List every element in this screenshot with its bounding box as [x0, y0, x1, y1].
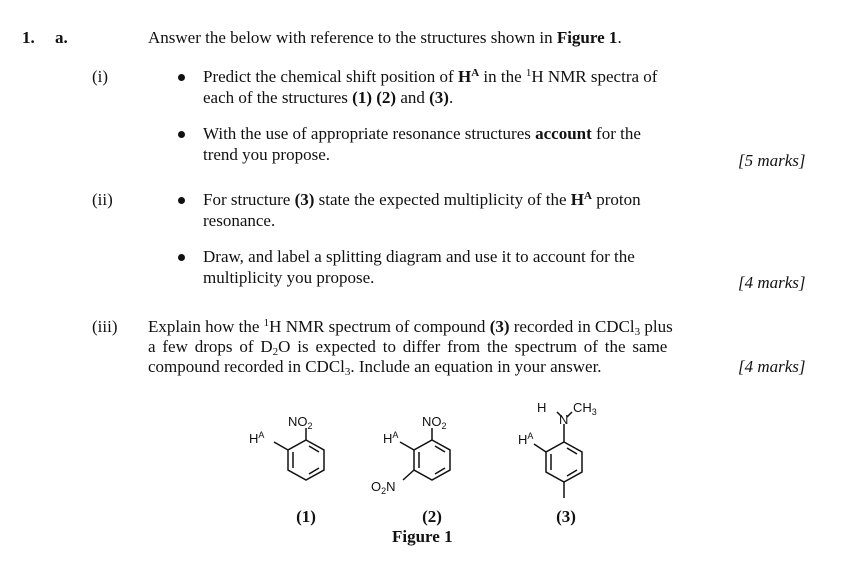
compound-2-o2n: $O_2N$	[371, 479, 396, 496]
sub-i-bullet1-line1: Predict the chemical shift position of $H^A$ in the $^1$H NMR spectra of	[203, 67, 658, 86]
figure-reference: Figure 1	[556, 28, 618, 47]
compound-2-ring	[400, 428, 450, 480]
question-number: 1.	[22, 28, 35, 47]
compound-3-label: (3)	[556, 507, 576, 526]
sub-i-bullet2-line1: With the use of appropriate resonance structures account for the	[203, 124, 641, 143]
sub-i-marks: [5 marks]	[738, 151, 806, 170]
compound-1-no2: $NO_2$	[288, 414, 313, 431]
sub-ii-marks: [4 marks]	[738, 273, 806, 292]
sub-iii-line2: a few drops of D2O is expected to differ from the spectrum of the same	[148, 337, 668, 358]
sub-i-bullet2-line2: trend you propose.	[203, 145, 331, 164]
compound-1-label: (1)	[296, 507, 316, 526]
question-part: a.	[55, 28, 68, 47]
compound-2-label: (2)	[422, 507, 442, 526]
sub-iii-marks: [4 marks]	[738, 357, 806, 376]
sub-ii-bullet2-line2: multiplicity you propose.	[203, 268, 375, 287]
compound-3-ha: $H^A$	[518, 431, 534, 447]
sub-ii-label: (ii)	[92, 190, 113, 209]
sub-i-label: (i)	[92, 67, 109, 86]
compound-2-ha: $H^A$	[383, 430, 399, 446]
compound-1-ha: $H^A$	[249, 430, 265, 446]
sub-ii-bullet2-line1: Draw, and label a splitting diagram and use it to account for the	[203, 247, 635, 266]
sub-ii-bullet1-line2: resonance.	[203, 211, 276, 230]
compound-2-no2: $NO_2$	[422, 414, 447, 431]
sub-iii-line3: compound recorded in CDCl3. Include an equation in your answer.	[148, 357, 602, 378]
compound-3-n: N	[559, 412, 569, 427]
sub-ii-bullet1-line1: For structure (3) state the expected multiplicity of the $H^A$ proton	[203, 190, 641, 209]
sub-iii-label: (iii)	[92, 317, 118, 336]
intro-period: .	[617, 28, 622, 47]
compound-3-ch3: $CH_3$	[573, 400, 597, 417]
sub-i-bullet1-line2: each of the structures (1) (2) and (3).	[203, 88, 454, 107]
intro-text: Answer the below with reference to the structures shown in	[148, 28, 557, 47]
compound-3-nh-h: H	[537, 400, 547, 415]
figure-caption: Figure 1	[392, 527, 453, 546]
compound-1-ring	[274, 428, 324, 480]
compound-3-ring	[534, 412, 582, 498]
sub-iii-line1: Explain how the $^1$H NMR spectrum of compound (3) recorded in CDCl3 plus	[148, 317, 673, 338]
